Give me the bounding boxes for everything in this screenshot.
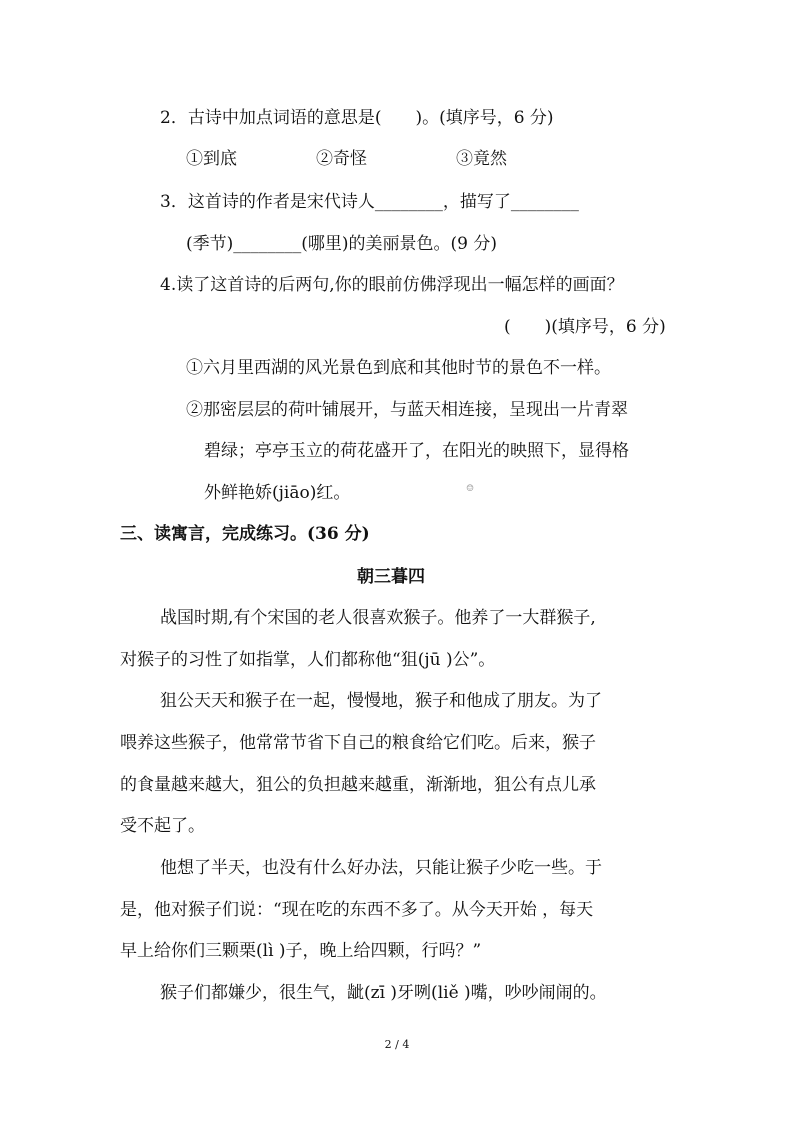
story-line-10: 猴子们都嫌少，很生气，龇(zī )牙咧(liě )嘴，吵吵闹闹的。 (160, 983, 607, 1003)
page-number: 2 / 4 (384, 1038, 410, 1051)
q4-answer-hint: ( )(填序号，6 分) (504, 317, 666, 337)
q4-option-1: ①六月里西湖的风光景色到底和其他时节的景色不一样。 (186, 358, 611, 378)
story-line-1: 战国时期,有个宋国的老人很喜欢猴子。他养了一大群猴子, (160, 608, 596, 628)
q2-option-2: ②奇怪 (316, 149, 367, 169)
q3-line-1: 3．这首诗的作者是宋代诗人________，描写了________ (160, 192, 579, 212)
q3-line-2: (季节)________(哪里)的美丽景色。(9 分) (186, 234, 498, 254)
story-title: 朝三暮四 (357, 567, 425, 587)
q2-option-1: ①到底 (186, 149, 237, 169)
story-line-3: 狙公天天和猴子在一起，慢慢地，猴子和他成了朋友。为了 (160, 691, 602, 711)
q2-option-3: ③竟然 (456, 149, 507, 169)
story-line-6: 受不起了。 (120, 816, 205, 836)
watermark-mark-icon: ☺ (466, 484, 475, 494)
story-line-9: 早上给你们三颗栗(lì )子，晚上给四颗，行吗？” (120, 941, 482, 961)
q4-option-2-line-3: 外鲜艳娇(jiāo)红。 (204, 483, 351, 503)
story-line-4: 喂养这些猴子，他常常节省下自己的粮食给它们吃。后来，猴子 (120, 733, 596, 753)
q4-option-2-line-1: ②那密层层的荷叶铺展开，与蓝天相连接，呈现出一片青翠 (186, 400, 628, 420)
section-3-heading: 三、读寓言，完成练习。(36 分) (120, 524, 370, 544)
q2-stem: 2．古诗中加点词语的意思是( )。(填序号，6 分) (160, 108, 554, 128)
story-line-5: 的食量越来越大，狙公的负担越来越重，渐渐地，狙公有点儿承 (120, 775, 596, 795)
story-line-2: 对猴子的习性了如指掌，人们都称他“狙(jū )公”。 (120, 650, 496, 670)
q4-stem: 4.读了这首诗的后两句,你的眼前仿佛浮现出一幅怎样的画面？ (160, 275, 624, 295)
q4-option-2-line-2: 碧绿；亭亭玉立的荷花盛开了，在阳光的映照下，显得格 (204, 441, 629, 461)
story-line-7: 他想了半天，也没有什么好办法，只能让猴子少吃一些。于 (160, 858, 602, 878)
story-line-8: 是，他对猴子们说：“现在吃的东西不多了。从今天开始 ，每天 (120, 900, 594, 920)
